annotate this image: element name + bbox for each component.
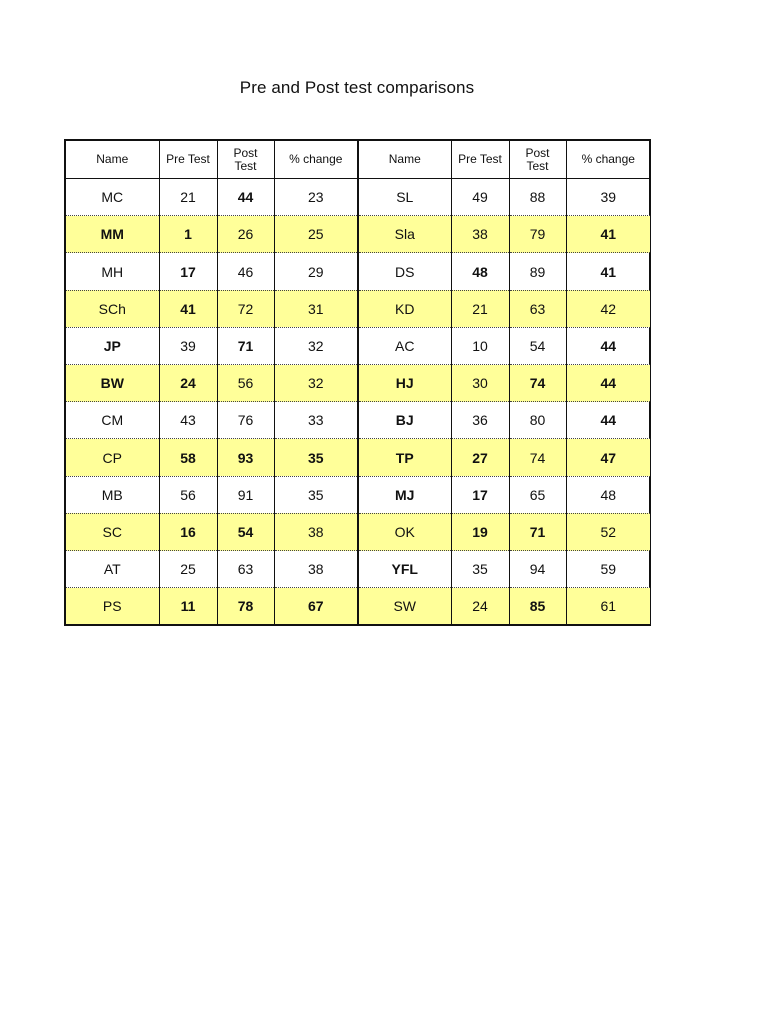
- cell-pre-test: 43: [159, 402, 217, 439]
- cell-name: SCh: [66, 290, 159, 327]
- cell-pre-test: 58: [159, 439, 217, 476]
- cell-post-test: 74: [509, 365, 566, 402]
- cell-pre-test: 39: [159, 327, 217, 364]
- cell-post-test: 26: [217, 216, 274, 253]
- cell-post-test: 71: [217, 327, 274, 364]
- table-row: [66, 179, 650, 216]
- cell-name: BJ: [358, 402, 451, 439]
- cell-percent-change: 38: [274, 551, 358, 588]
- cell-name: DS: [358, 253, 451, 290]
- cell-percent-change: 61: [566, 588, 650, 624]
- cell-pre-test: 30: [451, 365, 509, 402]
- cell-pre-test: 41: [159, 290, 217, 327]
- cell-post-test: 54: [217, 513, 274, 550]
- header-name-right: Name: [358, 141, 451, 179]
- cell-name: CM: [66, 402, 159, 439]
- cell-name: HJ: [358, 365, 451, 402]
- cell-post-test: 94: [509, 551, 566, 588]
- cell-pre-test: 38: [451, 216, 509, 253]
- cell-post-test: 79: [509, 216, 566, 253]
- cell-pre-test: 21: [451, 290, 509, 327]
- cell-pre-test: 24: [451, 588, 509, 624]
- cell-name: MM: [66, 216, 159, 253]
- header-post-test-right-line2: Test: [526, 158, 549, 173]
- cell-post-test: 56: [217, 365, 274, 402]
- cell-pre-test: 19: [451, 513, 509, 550]
- cell-name: MJ: [358, 476, 451, 513]
- cell-percent-change: 25: [274, 216, 358, 253]
- cell-post-test: 91: [217, 476, 274, 513]
- cell-percent-change: 44: [566, 402, 650, 439]
- comparison-table: [64, 139, 651, 626]
- cell-pre-test: 17: [159, 253, 217, 290]
- header-post-test-right: [509, 141, 566, 179]
- table-row: [66, 327, 650, 364]
- cell-percent-change: 39: [566, 179, 650, 216]
- cell-name: JP: [66, 327, 159, 364]
- cell-percent-change: 33: [274, 402, 358, 439]
- cell-pre-test: 48: [451, 253, 509, 290]
- cell-pre-test: 35: [451, 551, 509, 588]
- table-row: [66, 513, 650, 550]
- cell-percent-change: 42: [566, 290, 650, 327]
- cell-post-test: 72: [217, 290, 274, 327]
- cell-pre-test: 36: [451, 402, 509, 439]
- table-row: [66, 253, 650, 290]
- header-change-right: % change: [566, 141, 650, 179]
- cell-percent-change: 23: [274, 179, 358, 216]
- cell-post-test: 80: [509, 402, 566, 439]
- cell-pre-test: 49: [451, 179, 509, 216]
- header-post-test-left: [217, 141, 274, 179]
- header-change-left: % change: [274, 141, 358, 179]
- cell-percent-change: 67: [274, 588, 358, 624]
- header-post-test-right-line1: Post: [525, 145, 550, 160]
- cell-name: SW: [358, 588, 451, 624]
- table-row: [66, 551, 650, 588]
- cell-percent-change: 48: [566, 476, 650, 513]
- header-post-test-left-line2: Test: [234, 158, 257, 173]
- table-row: [66, 588, 650, 624]
- cell-percent-change: 32: [274, 327, 358, 364]
- cell-post-test: 65: [509, 476, 566, 513]
- table-row: [66, 402, 650, 439]
- table-row: [66, 365, 650, 402]
- cell-pre-test: 11: [159, 588, 217, 624]
- cell-name: KD: [358, 290, 451, 327]
- header-name-left: Name: [66, 141, 159, 179]
- cell-name: MB: [66, 476, 159, 513]
- cell-pre-test: 27: [451, 439, 509, 476]
- cell-percent-change: 59: [566, 551, 650, 588]
- header-row: [66, 141, 650, 179]
- cell-name: YFL: [358, 551, 451, 588]
- cell-post-test: 44: [217, 179, 274, 216]
- cell-pre-test: 21: [159, 179, 217, 216]
- cell-post-test: 74: [509, 439, 566, 476]
- table-row: [66, 290, 650, 327]
- cell-name: PS: [66, 588, 159, 624]
- cell-name: CP: [66, 439, 159, 476]
- cell-name: SC: [66, 513, 159, 550]
- cell-percent-change: 44: [566, 327, 650, 364]
- cell-post-test: 78: [217, 588, 274, 624]
- cell-post-test: 85: [509, 588, 566, 624]
- cell-percent-change: 41: [566, 253, 650, 290]
- cell-pre-test: 16: [159, 513, 217, 550]
- cell-name: SL: [358, 179, 451, 216]
- cell-percent-change: 47: [566, 439, 650, 476]
- cell-percent-change: 38: [274, 513, 358, 550]
- table-row: [66, 216, 650, 253]
- cell-pre-test: 56: [159, 476, 217, 513]
- cell-pre-test: 10: [451, 327, 509, 364]
- cell-percent-change: 31: [274, 290, 358, 327]
- header-post-test-left-line1: Post: [233, 145, 258, 160]
- cell-percent-change: 41: [566, 216, 650, 253]
- cell-percent-change: 52: [566, 513, 650, 550]
- cell-post-test: 93: [217, 439, 274, 476]
- cell-pre-test: 17: [451, 476, 509, 513]
- cell-post-test: 89: [509, 253, 566, 290]
- cell-name: OK: [358, 513, 451, 550]
- cell-name: Sla: [358, 216, 451, 253]
- cell-name: MH: [66, 253, 159, 290]
- header-pre-test-right: Pre Test: [451, 141, 509, 179]
- cell-post-test: 88: [509, 179, 566, 216]
- cell-post-test: 76: [217, 402, 274, 439]
- cell-post-test: 63: [509, 290, 566, 327]
- cell-post-test: 63: [217, 551, 274, 588]
- cell-post-test: 71: [509, 513, 566, 550]
- cell-name: MC: [66, 179, 159, 216]
- cell-percent-change: 44: [566, 365, 650, 402]
- cell-name: AT: [66, 551, 159, 588]
- cell-percent-change: 35: [274, 476, 358, 513]
- table-row: [66, 439, 650, 476]
- cell-post-test: 54: [509, 327, 566, 364]
- table-row: [66, 476, 650, 513]
- cell-percent-change: 35: [274, 439, 358, 476]
- results-table: [66, 141, 650, 624]
- page-title: Pre and Post test comparisons: [239, 78, 475, 97]
- cell-name: AC: [358, 327, 451, 364]
- cell-name: TP: [358, 439, 451, 476]
- cell-pre-test: 25: [159, 551, 217, 588]
- cell-post-test: 46: [217, 253, 274, 290]
- cell-pre-test: 24: [159, 365, 217, 402]
- cell-percent-change: 29: [274, 253, 358, 290]
- cell-pre-test: 1: [159, 216, 217, 253]
- cell-name: BW: [66, 365, 159, 402]
- cell-percent-change: 32: [274, 365, 358, 402]
- header-pre-test-left: Pre Test: [159, 141, 217, 179]
